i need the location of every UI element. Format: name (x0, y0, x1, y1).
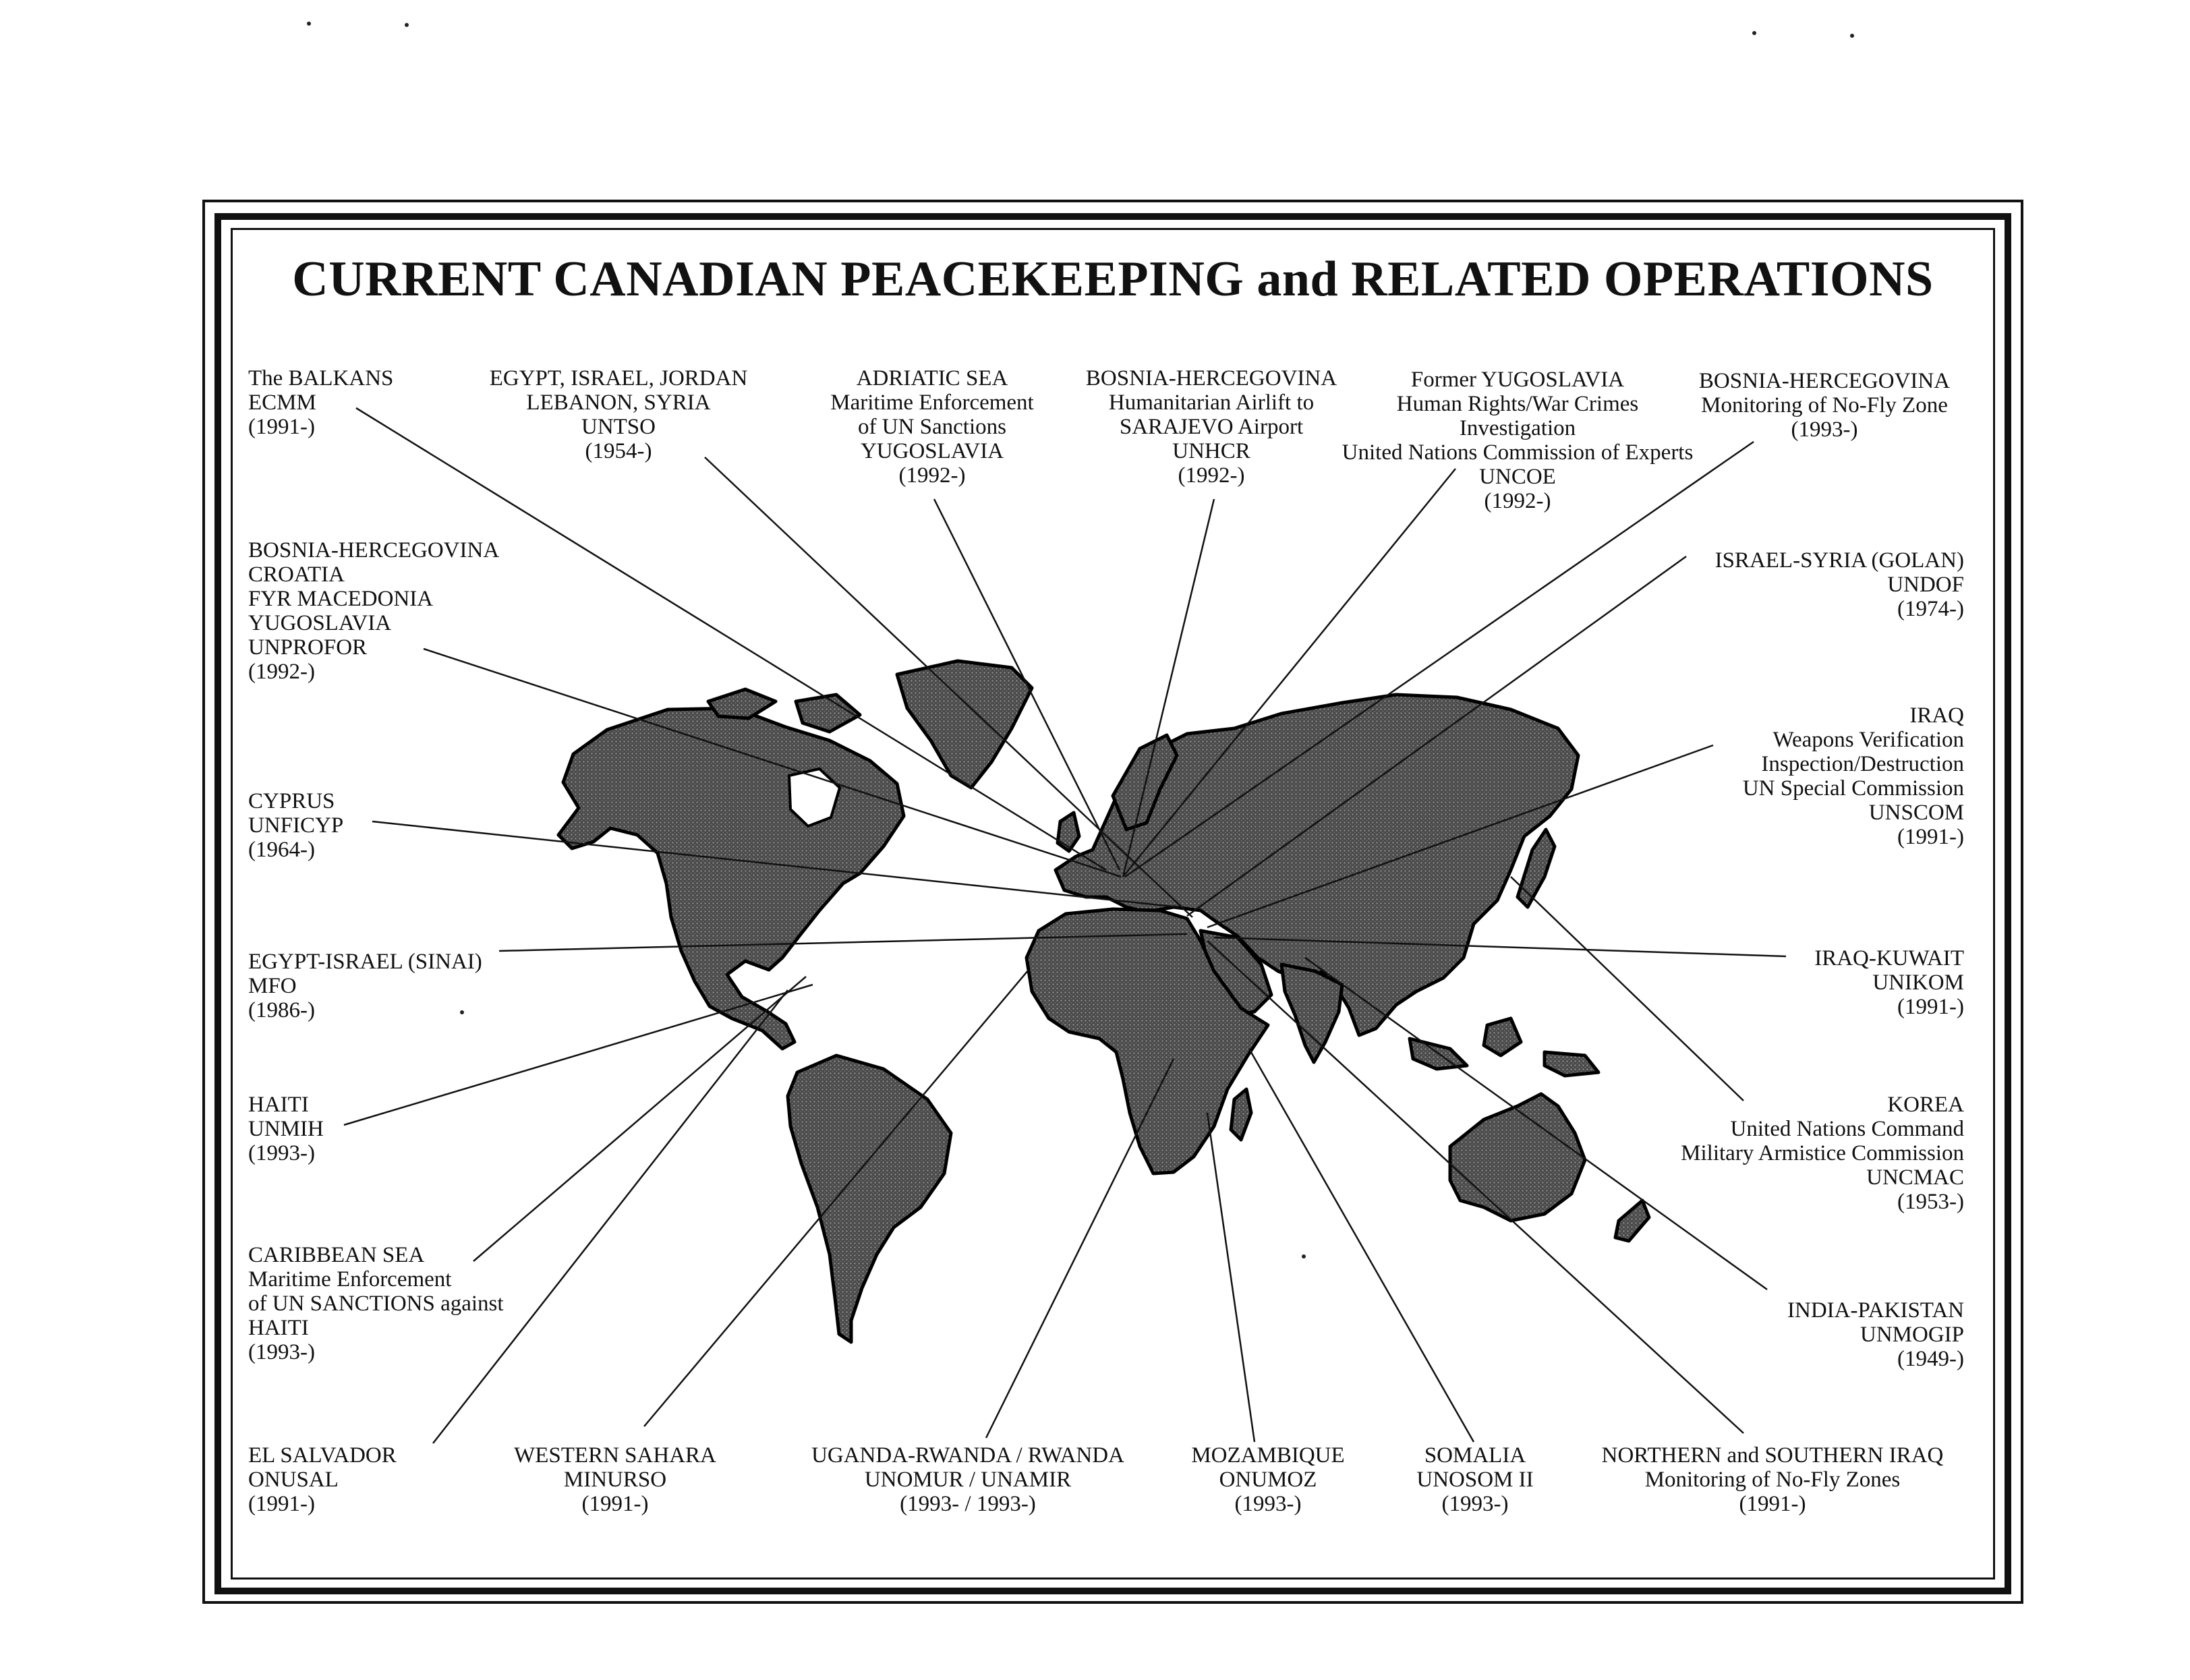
operation-line: (1993-) (1234, 1492, 1302, 1516)
operation-label-unosom (1416, 1443, 1533, 1516)
operation-line: UNOMUR / UNAMIR (864, 1468, 1072, 1492)
operation-label-minurso (514, 1443, 716, 1516)
operation-line: EGYPT-ISRAEL (SINAI) (248, 950, 482, 974)
operation-line: YUGOSLAVIA (860, 439, 1004, 463)
operation-line: UNIKOM (1872, 971, 1964, 995)
operation-line: UNOSOM II (1416, 1468, 1534, 1492)
operation-label-northern-southern-iraq (1602, 1443, 1944, 1516)
operation-line: Maritime Enforcement (830, 390, 1034, 415)
operation-line: Former YUGOSLAVIA (1410, 368, 1625, 392)
leader-line-minurso (644, 970, 1029, 1426)
leader-line-unosom (1249, 1049, 1474, 1442)
operation-line: UNCMAC (1866, 1165, 1964, 1190)
operation-line: (1954-) (585, 439, 652, 463)
operation-line: (1964-) (248, 838, 315, 862)
operation-line: (1992-) (1484, 489, 1551, 513)
leader-line-unomur (986, 1059, 1174, 1438)
north-america-landmass (558, 708, 904, 1049)
scan-speck (1850, 34, 1854, 38)
operation-line: (1992-) (898, 463, 966, 488)
operation-line: Inspection/Destruction (1761, 752, 1964, 776)
greenland (897, 661, 1032, 788)
operation-label-untso (490, 366, 748, 463)
operation-line: (1991-) (1897, 825, 1964, 849)
operation-line: UNDOF (1887, 573, 1964, 597)
operation-line: Monitoring of No-Fly Zone (1701, 393, 1948, 417)
operation-label-no-fly-bosnia (1699, 369, 1950, 442)
leader-line-onusal (433, 990, 788, 1443)
operation-label-caribbean (248, 1243, 504, 1364)
scan-speck (1752, 31, 1756, 35)
operation-line: HAITI (248, 1316, 309, 1340)
operation-line: of UN SANCTIONS against (248, 1292, 504, 1316)
operation-line: BOSNIA-HERCEGOVINA (1698, 369, 1951, 393)
scan-speck (1302, 1254, 1306, 1258)
leader-line-onumoz (1207, 1113, 1255, 1442)
operation-line: INDIA-PAKISTAN (1787, 1298, 1964, 1323)
operation-line: The BALKANS (248, 366, 394, 390)
operation-line: ECMM (248, 390, 316, 415)
operation-line: (1986-) (248, 998, 315, 1022)
new-guinea (1545, 1052, 1598, 1076)
operation-line: YUGOSLAVIA (248, 611, 392, 635)
operation-line: UN Special Commission (1742, 776, 1964, 801)
leader-line-caribbean (473, 977, 806, 1261)
operation-label-uncmac (1681, 1093, 1964, 1214)
operation-line: EGYPT, ISRAEL, JORDAN (489, 366, 748, 390)
operation-line: UGANDA-RWANDA / RWANDA (811, 1443, 1124, 1468)
scan-speck (405, 23, 409, 27)
operation-label-onumoz (1191, 1443, 1344, 1516)
operation-line: United Nations Commission of Experts (1342, 440, 1694, 465)
operation-line: of UN Sanctions (858, 415, 1006, 439)
operation-line: ONUSAL (248, 1468, 339, 1492)
operation-line: SARAJEVO Airport (1119, 415, 1304, 439)
operation-line: CARIBBEAN SEA (248, 1243, 425, 1267)
operation-line: (1974-) (1897, 597, 1964, 621)
operation-line: UNPROFOR (248, 635, 368, 660)
arctic-islands (708, 689, 776, 718)
operation-line: (1993-) (248, 1141, 315, 1165)
operation-line: Investigation (1459, 416, 1576, 440)
operation-line: LEBANON, SYRIA (526, 390, 711, 415)
operation-line: BOSNIA-HERCEGOVINA (248, 538, 500, 562)
operation-line: Human Rights/War Crimes (1396, 392, 1639, 416)
operation-line: HAITI (248, 1093, 309, 1117)
borneo (1484, 1018, 1521, 1055)
operation-line: MINURSO (563, 1468, 667, 1492)
operation-label-unprofor (248, 538, 499, 684)
british-isles (1058, 813, 1079, 851)
operation-line: (1993-) (1441, 1492, 1509, 1516)
australia-landmass (1450, 1094, 1585, 1221)
indian-subcontinent (1281, 964, 1342, 1062)
operation-line: CYPRUS (248, 789, 335, 813)
operation-line: ONUMOZ (1219, 1468, 1317, 1492)
operation-line: Humanitarian Airlift to (1108, 390, 1315, 415)
madagascar (1231, 1089, 1251, 1140)
operation-line: NORTHERN and SOUTHERN IRAQ (1601, 1443, 1944, 1468)
operation-line: (1992-) (1178, 463, 1245, 488)
operation-label-unmih (248, 1093, 324, 1165)
operation-line: (1991-) (581, 1492, 649, 1516)
operation-line: EL SALVADOR (248, 1443, 397, 1468)
operation-line: FYR MACEDONIA (248, 587, 434, 611)
operation-line: MFO (248, 974, 297, 998)
operation-line: CROATIA (248, 562, 345, 587)
operation-line: IRAQ-KUWAIT (1814, 946, 1964, 971)
operation-line: (1949-) (1897, 1347, 1964, 1371)
scan-speck (307, 22, 311, 26)
operation-label-unikom (1814, 946, 1964, 1019)
operation-label-onusal (248, 1443, 397, 1516)
continents (558, 661, 1649, 1342)
operation-line: (1993- / 1993-) (900, 1492, 1036, 1516)
operation-line: (1953-) (1897, 1190, 1964, 1214)
operation-line: UNHCR (1172, 439, 1250, 463)
operation-line: KOREA (1887, 1093, 1964, 1117)
operation-label-adriatic (830, 366, 1033, 488)
operation-line: (1991-) (248, 415, 315, 439)
operation-line: (1993-) (1791, 417, 1858, 442)
operation-line: ADRIATIC SEA (856, 366, 1008, 390)
operation-line: (1991-) (1897, 995, 1964, 1019)
operation-line: (1992-) (248, 660, 315, 684)
operation-line: UNSCOM (1868, 801, 1964, 825)
operation-line: UNMOGIP (1860, 1323, 1964, 1347)
operation-line: (1991-) (248, 1492, 315, 1516)
operation-label-uncoe (1342, 368, 1694, 513)
operation-label-unhcr (1086, 366, 1337, 488)
new-zealand (1615, 1200, 1649, 1241)
operation-line: Monitoring of No-Fly Zones (1644, 1468, 1901, 1492)
operation-line: UNTSO (581, 415, 656, 439)
operation-line: (1993-) (248, 1340, 315, 1364)
operation-line: UNCOE (1479, 465, 1556, 489)
operation-line: Weapons Verification (1773, 728, 1964, 752)
operation-line: (1991-) (1739, 1492, 1806, 1516)
operation-line: UNMIH (248, 1117, 324, 1141)
operation-label-balkans-ecmm (248, 366, 393, 439)
operation-line: United Nations Command (1730, 1117, 1964, 1141)
operation-label-unmogip (1787, 1298, 1964, 1371)
operation-label-unomur (811, 1443, 1124, 1516)
operation-label-mfo (248, 950, 482, 1022)
operation-line: IRAQ (1909, 703, 1964, 728)
operation-line: Maritime Enforcement (248, 1267, 452, 1292)
operation-line: SOMALIA (1424, 1443, 1526, 1468)
operation-line: Military Armistice Commission (1681, 1141, 1964, 1165)
leader-line-northern-southern-iraq (1207, 941, 1744, 1433)
operation-line: UNFICYP (248, 813, 344, 838)
operation-line: ISRAEL-SYRIA (GOLAN) (1714, 548, 1964, 573)
operation-line: BOSNIA-HERCEGOVINA (1085, 366, 1337, 390)
operation-label-unscom (1743, 703, 1964, 849)
operation-label-undof (1715, 548, 1964, 621)
map-title: CURRENT CANADIAN PEACEKEEPING and RELATED OPERATIONS (292, 252, 1934, 307)
operation-line: WESTERN SAHARA (514, 1443, 716, 1468)
operation-line: MOZAMBIQUE (1191, 1443, 1345, 1468)
south-america-landmass (788, 1055, 951, 1342)
operation-label-unficyp (248, 789, 343, 862)
